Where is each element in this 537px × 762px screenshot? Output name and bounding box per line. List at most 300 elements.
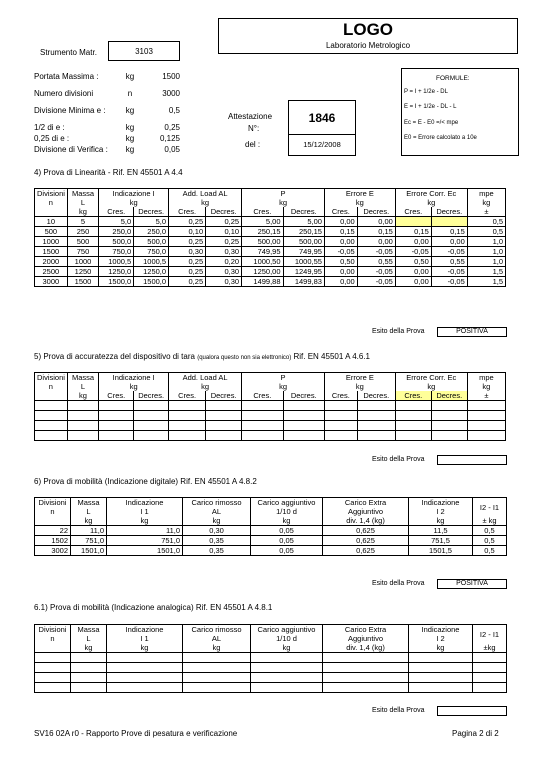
hdr-l: L (71, 634, 107, 643)
empty-cell (409, 663, 473, 673)
empty-cell (357, 401, 395, 411)
hdr-massa: Massa (71, 498, 107, 508)
lab-name: Laboratorio Metrologico (325, 41, 411, 50)
hdr-errc-unit: kg (395, 198, 467, 207)
logo: LOGO (342, 20, 394, 39)
strumento-box (108, 41, 180, 61)
table-cell: 0,30 (206, 247, 242, 257)
hdr-divisioni: Divisioni (35, 373, 68, 383)
empty-cell (107, 683, 183, 693)
table-cell: 0,25 (169, 217, 206, 227)
table-cell: 749,95 (242, 247, 283, 257)
hdr-decres: Decres. (431, 391, 467, 401)
hdr-divisioni: Divisioni (35, 189, 68, 199)
attestazione-label: Attestazione (228, 112, 273, 121)
empty-cell (467, 431, 505, 441)
sec6-esito-label: Esito della Prova (372, 580, 425, 587)
table-cell: 11,0 (107, 526, 183, 536)
table-cell: 749,95 (283, 247, 324, 257)
hdr-110d-unit: kg (251, 516, 323, 526)
hdr-decres: Decres. (206, 207, 242, 217)
table-cell: 750,0 (134, 247, 169, 257)
hdr-cres: Cres. (169, 391, 206, 401)
hdr-indicazione: Indicazione (107, 498, 183, 508)
table-cell: 1249,95 (283, 267, 324, 277)
empty-cell (357, 431, 395, 441)
hdr-carico-extra: Carico Extra (323, 625, 409, 635)
hdr-cres: Cres. (324, 207, 357, 217)
empty-cell (395, 421, 431, 431)
table-cell: 1500 (67, 277, 99, 287)
hdr-p: P (242, 373, 325, 383)
hdr-indicazione-2: Indicazione (409, 625, 473, 635)
hdr-cres: Cres. (169, 207, 206, 217)
table-cell: 0,625 (323, 536, 409, 546)
table-cell: 0,30 (206, 267, 242, 277)
table-cell: 0,15 (324, 227, 357, 237)
hdr-carico-extra: Carico Extra (323, 498, 409, 508)
table-cell (431, 217, 467, 227)
empty-cell (323, 683, 409, 693)
hdr-mpe-unit: kg (467, 198, 505, 207)
table-cell: -0,05 (395, 247, 431, 257)
hdr-cres: Cres. (242, 207, 283, 217)
spec-value: 1500 (162, 72, 180, 81)
table-cell: 0,55 (357, 257, 395, 267)
table-cell: 1250,0 (99, 267, 134, 277)
spec-label: Portata Massima : (34, 72, 99, 81)
empty-cell (35, 683, 71, 693)
table-cell: 1501,0 (107, 546, 183, 556)
hdr-div14: div. 1,4 (kg) (323, 643, 409, 653)
empty-cell (283, 431, 324, 441)
hdr-n: n (35, 382, 68, 391)
empty-cell (35, 673, 71, 683)
empty-cell (409, 653, 473, 663)
table-cell: 0,00 (431, 237, 467, 247)
table-cell: 0,5 (473, 546, 507, 556)
hdr-cres: Cres. (99, 207, 134, 217)
table-cell: 0,00 (324, 237, 357, 247)
formule-box (401, 68, 519, 156)
empty-cell (169, 421, 206, 431)
hdr-indicazione-2: Indicazione (409, 498, 473, 508)
hdr-pmkg: ± kg (473, 516, 507, 526)
table-cell: 11,5 (409, 526, 473, 536)
empty-cell (99, 411, 134, 421)
hdr-div14: div. 1,4 (kg) (323, 516, 409, 526)
hdr-n: n (35, 634, 71, 643)
hdr-indicazione: Indicazione (107, 625, 183, 635)
hdr-massa: Massa (67, 373, 99, 383)
hdr-add-load: Add. Load AL (169, 373, 242, 383)
table-cell: 0,5 (467, 227, 505, 237)
hdr-p: P (242, 189, 325, 199)
spec-label: Divisione Minima e : (34, 106, 106, 115)
empty-cell (242, 411, 283, 421)
empty-cell (324, 431, 357, 441)
empty-cell (107, 653, 183, 663)
table-cell: 0,25 (169, 267, 206, 277)
hdr-l: L (67, 382, 99, 391)
empty-cell (251, 663, 323, 673)
table-cell: 250,15 (242, 227, 283, 237)
empty-cell (409, 683, 473, 693)
table-cell: 1,5 (467, 267, 505, 277)
table-cell: 10 (35, 217, 68, 227)
empty-cell (473, 663, 507, 673)
empty-cell (473, 673, 507, 683)
table-cell: 0,05 (251, 546, 323, 556)
empty-cell (323, 663, 409, 673)
table-cell: 1000,55 (283, 257, 324, 267)
table-cell: 500,0 (134, 237, 169, 247)
table-cell: -0,05 (431, 267, 467, 277)
hdr-110d-unit: kg (251, 643, 323, 653)
hdr-al: AL (183, 634, 251, 643)
spec-value: 3000 (162, 89, 180, 98)
hdr-err-unit: kg (324, 382, 395, 391)
empty-cell (242, 421, 283, 431)
hdr-mpe: mpe (467, 373, 505, 383)
spec-unit: kg (125, 106, 135, 115)
empty-cell (206, 421, 242, 431)
table-cell: 0,625 (323, 546, 409, 556)
hdr-indicazione: Indicazione I (99, 373, 169, 383)
empty-cell (395, 401, 431, 411)
table-row (35, 526, 507, 536)
table-cell: 750 (67, 247, 99, 257)
hdr-divisioni: Divisioni (35, 498, 71, 508)
hdr-ind-unit: kg (99, 382, 169, 391)
table-cell: 1000,5 (99, 257, 134, 267)
hdr-massa: Massa (71, 625, 107, 635)
table-cell: 0,00 (324, 267, 357, 277)
table-cell: 1501,5 (409, 546, 473, 556)
spec-value: 0,5 (168, 106, 180, 115)
empty-cell (395, 431, 431, 441)
spec-unit: kg (125, 72, 135, 81)
empty-cell (251, 653, 323, 663)
table-cell: 1000,5 (134, 257, 169, 267)
hdr-indicazione: Indicazione I (99, 189, 169, 199)
empty-cell (467, 401, 505, 411)
formula-1: P = I + 1/2e - DL (404, 89, 448, 95)
sec4-title: 4) Prova di Linearità - Rif. EN 45501 A 4.4 (34, 168, 183, 177)
empty-cell (431, 411, 467, 421)
table-cell: 1250 (67, 267, 99, 277)
table-cell: 0,00 (357, 237, 395, 247)
hdr-massa-unit: kg (71, 643, 107, 653)
empty-cell (99, 401, 134, 411)
table-cell: -0,05 (357, 247, 395, 257)
empty-cell (283, 411, 324, 421)
table-cell: 0,50 (395, 257, 431, 267)
empty-cell (134, 411, 169, 421)
spec-value: 0,125 (159, 134, 180, 143)
table-cell: 1500,0 (134, 277, 169, 287)
table-cell: 751,0 (107, 536, 183, 546)
hdr-add-unit: kg (169, 382, 242, 391)
hdr-divisioni: Divisioni (35, 625, 71, 635)
empty-cell (35, 431, 68, 441)
hdr-n: n (35, 507, 71, 516)
hdr-errore: Errore E (324, 373, 395, 383)
hdr-carico-rimosso: Carico rimosso (183, 498, 251, 508)
hdr-errore-corr: Errore Corr. Ec (395, 189, 467, 199)
hdr-i1-unit: kg (107, 643, 183, 653)
spec-label: 1/2 di e : (34, 123, 65, 132)
table-cell: -0,05 (324, 247, 357, 257)
table-cell: 5,00 (242, 217, 283, 227)
empty-cell (357, 411, 395, 421)
table-cell: 500,0 (99, 237, 134, 247)
hdr-ind-unit: kg (99, 198, 169, 207)
hdr-carico-aggiuntivo: Carico aggiuntivo (251, 498, 323, 508)
table-cell: 5 (67, 217, 99, 227)
empty-cell (107, 673, 183, 683)
table-cell: 0,30 (206, 277, 242, 287)
sec6-title: 6) Prova di mobilità (Indicazione digitale) Rif. EN 45501 A 4.8.2 (34, 477, 257, 486)
empty-cell (323, 653, 409, 663)
formula-3: Ec = E - E0 =/< mpe (404, 120, 459, 126)
table-cell: 0,00 (395, 267, 431, 277)
empty-cell (71, 673, 107, 683)
empty-cell (431, 431, 467, 441)
empty-cell (473, 653, 507, 663)
empty-cell (35, 421, 68, 431)
empty-cell (134, 401, 169, 411)
formula-2: E = I + 1/2e - DL - L (404, 104, 457, 110)
empty-cell (169, 411, 206, 421)
table-cell: 2500 (35, 267, 68, 277)
table-cell: 0,5 (473, 536, 507, 546)
mobility-analog-table (34, 624, 507, 693)
empty-cell (71, 683, 107, 693)
empty-cell (431, 421, 467, 431)
table-cell: 750,0 (99, 247, 134, 257)
table-cell: 1499,83 (283, 277, 324, 287)
table-cell: 1500 (35, 247, 68, 257)
hdr-n: n (35, 198, 68, 207)
spec-unit: kg (125, 134, 135, 143)
table-cell: 0,10 (206, 227, 242, 237)
table-cell: 0,00 (324, 217, 357, 227)
sec5-esito (437, 455, 507, 465)
empty-cell (183, 663, 251, 673)
hdr-decres: Decres. (134, 391, 169, 401)
sec4-esito-label: Esito della Prova (372, 328, 425, 335)
empty-cell (357, 421, 395, 431)
footer-right: Pagina 2 di 2 (452, 729, 499, 738)
table-cell: 0,625 (323, 526, 409, 536)
table-cell: 500 (35, 227, 68, 237)
table-row (35, 227, 506, 237)
table-cell: 1000 (67, 257, 99, 267)
empty-cell (242, 431, 283, 441)
table-cell: 500,00 (242, 237, 283, 247)
table-row (35, 267, 506, 277)
table-cell: 0,30 (169, 247, 206, 257)
table-cell: 0,00 (395, 237, 431, 247)
hdr-pmkg: ±kg (473, 643, 507, 653)
spec-label: 0,25 di e : (34, 134, 70, 143)
hdr-i2: I 2 (409, 634, 473, 643)
hdr-massa-unit: kg (67, 207, 99, 217)
empty-cell (242, 401, 283, 411)
formula-4: E0 = Errore calcolato a 10e (404, 135, 477, 141)
hdr-diff: I2 - I1 (473, 625, 507, 644)
attestazione-date: 15/12/2008 (303, 140, 341, 149)
table-cell: 1501,0 (71, 546, 107, 556)
empty-cell (431, 401, 467, 411)
empty-row (35, 411, 506, 421)
attestazione-n-label: N°: (248, 124, 260, 133)
hdr-cres: Cres. (242, 391, 283, 401)
table-cell: 250,0 (99, 227, 134, 237)
logo-box (218, 18, 518, 54)
hdr-p-unit: kg (242, 382, 325, 391)
hdr-aggiuntivo: Aggiuntivo (323, 634, 409, 643)
hdr-decres: Decres. (283, 391, 324, 401)
table-cell: 0,25 (206, 217, 242, 227)
empty-cell (467, 411, 505, 421)
hdr-pm: ± (467, 391, 505, 401)
table-cell: 1,0 (467, 237, 505, 247)
hdr-cres: Cres. (395, 391, 431, 401)
table-cell: 5,00 (283, 217, 324, 227)
sec61-esito-label: Esito della Prova (372, 707, 425, 714)
table-cell (395, 217, 431, 227)
table-cell: 0,00 (357, 217, 395, 227)
tare-table (34, 372, 506, 441)
empty-cell (323, 673, 409, 683)
table-cell: 3002 (35, 546, 71, 556)
table-cell: 0,10 (169, 227, 206, 237)
hdr-errc-unit: kg (395, 382, 467, 391)
table-row (35, 277, 506, 287)
sec5-note: (qualora questo non sia elettronico) (197, 355, 292, 361)
table-cell: 0,15 (395, 227, 431, 237)
empty-cell (409, 673, 473, 683)
empty-cell (35, 411, 68, 421)
table-cell: 1,0 (467, 257, 505, 267)
empty-cell (251, 683, 323, 693)
empty-row (35, 663, 507, 673)
attestazione-del-label: del : (245, 140, 261, 149)
table-cell: 0,25 (169, 257, 206, 267)
table-cell: 22 (35, 526, 71, 536)
table-cell: 1000,50 (242, 257, 283, 267)
table-cell: 0,35 (183, 546, 251, 556)
hdr-al-unit: kg (183, 643, 251, 653)
formule-title: FORMULE: (436, 75, 470, 82)
mobility-digital-table (34, 497, 507, 556)
table-cell: 3000 (35, 277, 68, 287)
empty-cell (283, 421, 324, 431)
hdr-i1-unit: kg (107, 516, 183, 526)
table-cell: 1,5 (467, 277, 505, 287)
table-cell: -0,05 (357, 277, 395, 287)
empty-cell (134, 431, 169, 441)
hdr-pm: ± (467, 207, 505, 217)
table-cell: 0,05 (251, 536, 323, 546)
hdr-p-unit: kg (242, 198, 325, 207)
hdr-diff: I2 - I1 (473, 498, 507, 517)
empty-cell (107, 663, 183, 673)
spec-label: Numero divisioni (34, 89, 94, 98)
table-cell: 1250,00 (242, 267, 283, 277)
hdr-al-unit: kg (183, 516, 251, 526)
hdr-mpe: mpe (467, 189, 505, 199)
table-row (35, 237, 506, 247)
attestazione-box (288, 100, 356, 156)
table-cell: -0,05 (431, 247, 467, 257)
table-cell: 0,5 (467, 217, 505, 227)
hdr-i2-unit: kg (409, 643, 473, 653)
hdr-cres: Cres. (395, 207, 431, 217)
sec61-esito (437, 706, 507, 716)
empty-cell (134, 421, 169, 431)
table-cell: 0,00 (395, 277, 431, 287)
hdr-decres: Decres. (206, 391, 242, 401)
hdr-decres: Decres. (134, 207, 169, 217)
table-cell: 0,50 (324, 257, 357, 267)
table-cell: 500 (67, 237, 99, 247)
table-cell: 1502 (35, 536, 71, 546)
spec-label: Divisione di Verifica : (34, 145, 108, 154)
attestazione-divider (289, 134, 355, 135)
empty-cell (183, 683, 251, 693)
empty-cell (67, 411, 99, 421)
table-cell: 0,20 (206, 257, 242, 267)
table-cell: 0,05 (251, 526, 323, 536)
empty-row (35, 653, 507, 663)
table-cell: 1,0 (467, 247, 505, 257)
hdr-decres: Decres. (431, 207, 467, 217)
strumento-label: Strumento Matr. (40, 48, 97, 57)
table-cell: 0,55 (431, 257, 467, 267)
sec5-title-text: 5) Prova di accuratezza del dispositivo di tara (34, 352, 195, 361)
empty-cell (251, 673, 323, 683)
empty-cell (283, 401, 324, 411)
hdr-massa: Massa (67, 189, 99, 199)
hdr-mpe-unit: kg (467, 382, 505, 391)
hdr-errore: Errore E (324, 189, 395, 199)
empty-cell (324, 411, 357, 421)
hdr-carico-rimosso: Carico rimosso (183, 625, 251, 635)
empty-cell (35, 663, 71, 673)
hdr-aggiuntivo: Aggiuntivo (323, 507, 409, 516)
empty-row (35, 421, 506, 431)
hdr-110d: 1/10 d (251, 634, 323, 643)
table-cell: 0,30 (183, 526, 251, 536)
hdr-l: L (71, 507, 107, 516)
table-cell: 0,25 (169, 237, 206, 247)
hdr-i1: I 1 (107, 634, 183, 643)
table-cell: 751,5 (409, 536, 473, 546)
sec5-title (34, 352, 370, 361)
hdr-add-load: Add. Load AL (169, 189, 242, 199)
table-row (35, 257, 506, 267)
hdr-110d: 1/10 d (251, 507, 323, 516)
table-cell: 1500,0 (99, 277, 134, 287)
spec-value: 0,25 (164, 123, 180, 132)
hdr-decres: Decres. (283, 207, 324, 217)
table-cell: -0,05 (431, 277, 467, 287)
spec-unit: kg (125, 145, 135, 154)
empty-row (35, 431, 506, 441)
